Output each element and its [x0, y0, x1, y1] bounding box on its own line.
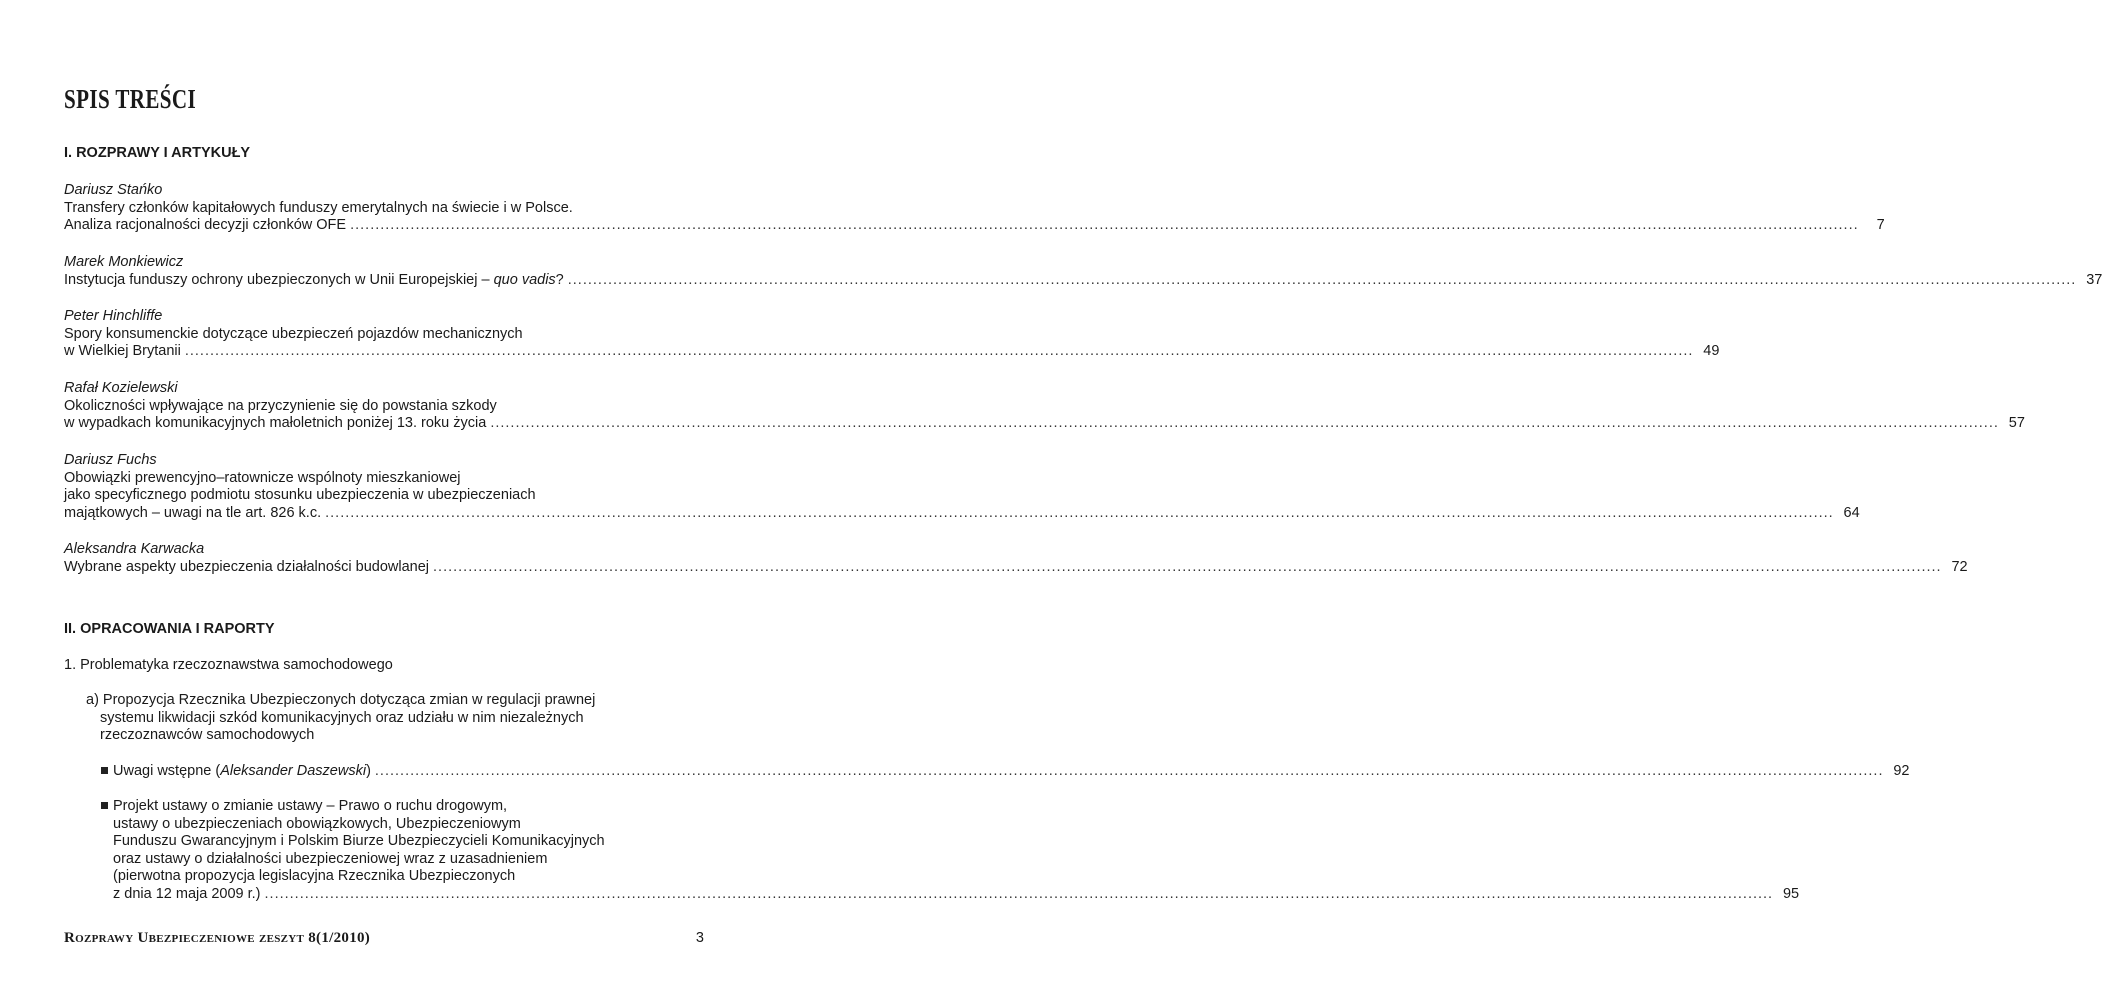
subsection-item-a[interactable]: [86, 692, 595, 745]
leader-dots: ............................................................................................................................................................................................................................................................................................................: [350, 217, 1859, 233]
toc-title-line: w wypadkach komunikacyjnych małoletnich poniżej 13. roku życia: [64, 415, 487, 431]
toc-page-number: 49: [1703, 343, 1720, 359]
toc-entry[interactable]: [64, 452, 1860, 522]
toc-title-line: w Wielkiej Brytanii: [64, 343, 181, 359]
toc-title-italic: quo vadis: [493, 271, 556, 288]
toc-title-line: systemu likwidacji szkód komunikacyjnych oraz udziału w nim niezależnych: [100, 709, 584, 726]
footer-journal-title: Rozprawy Ubezpieczeniowe zeszyt 8(1/2010): [64, 930, 371, 946]
toc-entry[interactable]: [101, 798, 1800, 903]
subsection-item[interactable]: 1. Problematyka rzeczoznawstwa samochodowego: [64, 657, 393, 673]
bullet-icon: [101, 767, 108, 774]
footer-page-number: 3: [695, 930, 704, 946]
toc-title-line: (pierwotna propozycja legislacyjna Rzecznika Ubezpieczonych: [113, 868, 516, 884]
leader-dots: ............................................................................................................................................................................................................................................................................................................: [264, 885, 1774, 902]
toc-entry[interactable]: [101, 763, 1910, 781]
toc-title-line: ustawy o ubezpieczeniach obowiązkowych, Ubezpieczeniowym: [113, 815, 521, 832]
toc-entry[interactable]: [64, 541, 1968, 576]
toc-entry[interactable]: [64, 182, 1885, 235]
toc-title-line: [64, 272, 564, 290]
toc-title-line: [101, 798, 704, 816]
toc-author: Rafał Kozielewski: [64, 380, 178, 396]
toc-title-line: majątkowych – uwagi na tle art. 826 k.c.: [64, 504, 322, 521]
toc-page-number: 57: [2008, 415, 2025, 431]
toc-title-text: ): [366, 763, 371, 779]
toc-title-line: Analiza racjonalności decyzji członków OFE: [64, 217, 347, 233]
section-heading-rozprawy: I. ROZPRAWY I ARTYKUŁY: [64, 145, 251, 161]
toc-entry[interactable]: [64, 254, 2102, 289]
toc-title-line: a) Propozycja Rzecznika Ubezpieczonych dotycząca zmian w regulacji prawnej: [86, 692, 596, 708]
leader-dots: ............................................................................................................................................................................................................................................................................................................: [490, 415, 1999, 431]
toc-title-line: [101, 763, 371, 781]
toc-page-number: 7: [1876, 217, 1885, 233]
bullet-icon: [101, 802, 108, 809]
toc-author: Peter Hinchliffe: [64, 308, 163, 324]
leader-dots: ............................................................................................................................................................................................................................................................................................................: [184, 343, 1694, 359]
toc-author: Marek Monkiewicz: [64, 254, 184, 270]
toc-page-number: 92: [1893, 763, 1910, 779]
toc-entry[interactable]: [64, 308, 1720, 361]
leader-dots: ............................................................................................................................................................................................................................................................................................................: [374, 763, 1884, 779]
leader-dots: ............................................................................................................................................................................................................................................................................................................: [567, 271, 2077, 288]
toc-title-line: oraz ustawy o działalności ubezpieczeniowej wraz z uzasadnieniem: [113, 850, 548, 867]
toc-title-text: Projekt ustawy o zmianie ustawy – Prawo o ruchu drogowym,: [113, 798, 508, 814]
section-heading-opracowania: II. OPRACOWANIA I RAPORTY: [64, 621, 275, 637]
leader-dots: ............................................................................................................................................................................................................................................................................................................: [433, 558, 1942, 575]
toc-page-number: 64: [1843, 504, 1860, 521]
toc-title-text: Uwagi wstępne (: [113, 763, 221, 779]
toc-author-italic: Aleksander Daszewski: [220, 763, 367, 779]
toc-title-line: Wybrane aspekty ubezpieczenia działalności budowlanej: [64, 558, 430, 575]
toc-page-number: 95: [1782, 885, 1800, 902]
toc-title-line: jako specyficznego podmiotu stosunku ubezpieczenia w ubezpieczeniach: [64, 487, 536, 503]
toc-title-line: Transfery członków kapitałowych funduszy emerytalnych na świecie i w Polsce.: [64, 199, 573, 216]
toc-title-line: rzeczoznawców samochodowych: [100, 727, 315, 743]
toc-title-line: z dnia 12 maja 2009 r.): [113, 885, 261, 902]
toc-title-line: Funduszu Gwarancyjnym i Polskim Biurze Ubezpieczycieli Komunikacyjnych: [113, 833, 605, 849]
toc-title-line: Okoliczności wpływające na przyczynienie się do powstania szkody: [64, 397, 497, 414]
leader-dots: ............................................................................................................................................................................................................................................................................................................: [325, 504, 1834, 521]
toc-title-text: ?: [555, 271, 564, 288]
toc-title-text: Instytucja funduszy ochrony ubezpieczonych w Unii Europejskiej –: [64, 271, 494, 288]
toc-page-number: 37: [2086, 271, 2102, 288]
toc-title-line: Spory konsumenckie dotyczące ubezpieczeń pojazdów mechanicznych: [64, 325, 523, 342]
toc-author: Dariusz Fuchs: [64, 452, 157, 468]
toc-title-line: Obowiązki prewencyjno–ratownicze wspólnoty mieszkaniowej: [64, 469, 461, 486]
toc-author: Aleksandra Karwacka: [64, 541, 205, 557]
toc-entry[interactable]: [64, 380, 2025, 433]
toc-author: Dariusz Stańko: [64, 182, 163, 198]
page-title: SPIS TREŚCI: [64, 84, 197, 114]
toc-page-number: 72: [1951, 558, 1968, 575]
